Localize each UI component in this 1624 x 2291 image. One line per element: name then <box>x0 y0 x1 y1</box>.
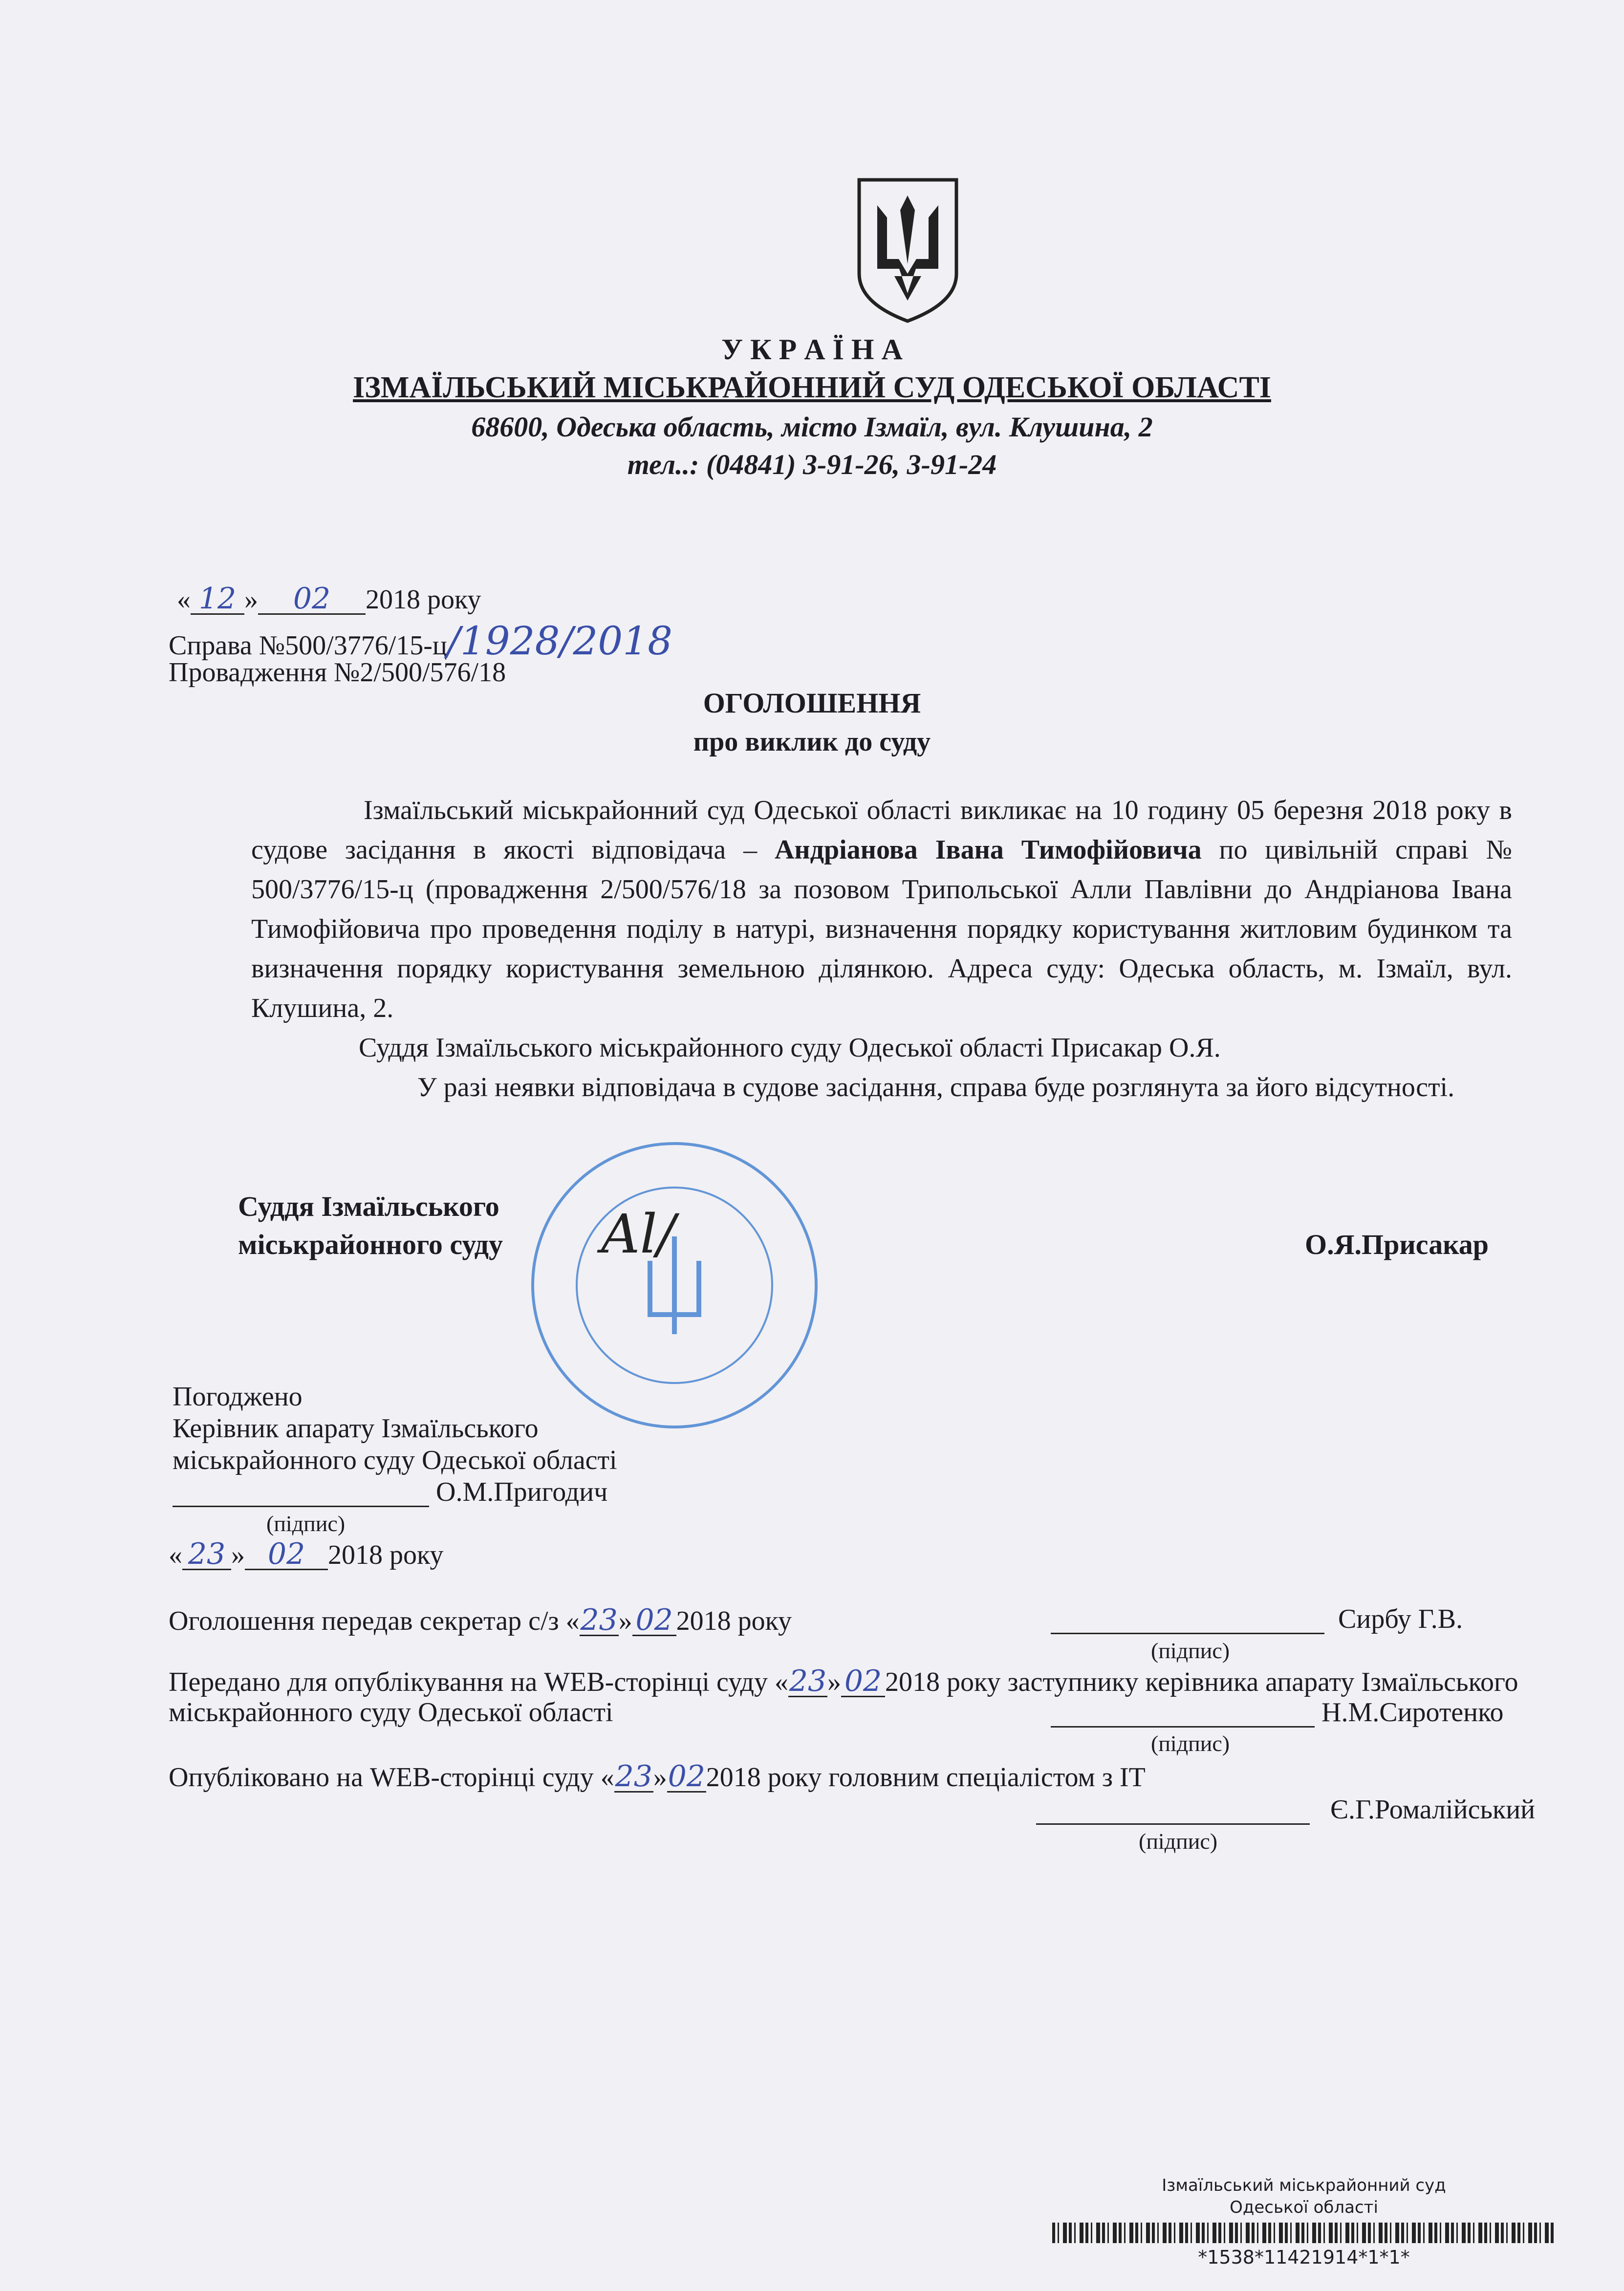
judge-title-1: Суддя Ізмаїльського <box>238 1190 499 1222</box>
transfer-line: Передано для опублікування на WEB-сторінці суду «23» 02 2018 року заступнику керівника апарату Ізмаїльського <box>169 1664 1518 1698</box>
approval-year: 2018 року <box>328 1540 444 1570</box>
published-name: Є.Г.Ромалійський <box>1330 1794 1536 1825</box>
paragraph-judge: Суддя Ізмаїльського міськрайонного суду Одеської області Присакар О.Я. <box>359 1033 1221 1063</box>
transfer-text-cont: 2018 року заступнику керівника апарату Ізмаїльського <box>885 1667 1518 1697</box>
trident-emblem-icon <box>855 176 960 330</box>
page-subtitle: про виклик до суду <box>693 727 931 757</box>
approval-date: « 23 » 02 2018 року <box>169 1537 444 1571</box>
defendant-name: Андріанова Івана Тимофійовича <box>774 835 1202 865</box>
case-number <box>169 618 672 664</box>
judge-name: О.Я.Присакар <box>1305 1229 1489 1260</box>
barcode <box>1052 2223 1556 2243</box>
transfer-month: 02 <box>841 1666 885 1697</box>
approval-signature-caption: (підпис) <box>266 1511 346 1536</box>
approval-label: Погоджено <box>173 1382 303 1412</box>
published-month: 02 <box>668 1759 705 1794</box>
court-seal-stamp <box>528 1139 821 1437</box>
secretary-name: Сирбу Г.В. <box>1338 1604 1463 1634</box>
announcement-body <box>251 791 1512 1107</box>
summons-text: Ізмаїльський міськрайонний суд Одеської області викликає на 10 годину 05 березня 2018 року в судове засідання в якості відповідача – <box>251 795 1512 865</box>
published-text: Опубліковано на WEB-сторінці суду <box>169 1762 594 1793</box>
case-number-handwritten: /1928/2018 <box>447 618 672 664</box>
judge-signature: Al/ <box>601 1203 675 1265</box>
footer-court-line-2: Одеської області <box>1230 2198 1378 2217</box>
approval-name: О.М.Пригодич <box>436 1477 608 1507</box>
approval-day: 23 <box>182 1539 231 1570</box>
judge-title-2: міськрайонного суду <box>238 1229 503 1260</box>
footer-court-line-1: Ізмаїльський міськрайонний суд <box>1162 2176 1446 2195</box>
country-heading: У К Р А Ї Н А <box>721 333 903 366</box>
secretary-signature-caption: (підпис) <box>1151 1638 1230 1663</box>
secretary-year: 2018 року <box>676 1606 792 1636</box>
published-signature <box>1036 1796 1535 1825</box>
transfer-line-2: міськрайонного суду Одеської області <box>169 1697 613 1728</box>
summons-text-cont: по цивільній справі № 500/3776/15-ц (провадження 2/500/576/18 за позовом Трипольської Алли Павлівни до Андріанова Івана Тимофійовича про проведення поділу в натурі, визначення порядку користування житловим будинком та визначення порядку користування земельною ділянкою. Адреса суду: Одеська область, м. Ізмаїл, вул. Клушина, 2. <box>251 835 1512 1023</box>
secretary-signature <box>1051 1605 1463 1634</box>
case-number-text: Справа №500/3776/15-ц <box>169 630 447 661</box>
date-day: 12 <box>191 584 244 615</box>
transfer-name: Н.М.Сиротенко <box>1321 1697 1504 1728</box>
paragraph-absence: У разі неявки відповідача в судове засідання, справа буде розглянута за його відсутності. <box>417 1072 1455 1102</box>
approval-signature-line <box>173 1478 607 1507</box>
transfer-text: Передано для опублікування на WEB-сторінці суду <box>169 1667 768 1697</box>
document-date: « 12 » 02 2018 року <box>177 582 481 616</box>
secretary-line: Оголошення передав секретар с/з «23» 02 2018 року <box>169 1603 792 1637</box>
proceeding-number: Провадження №2/500/576/18 <box>169 657 506 688</box>
approval-month: 02 <box>245 1539 328 1570</box>
paragraph-summons <box>251 791 1512 1028</box>
published-day: 23 <box>615 1759 652 1794</box>
approval-line-1: Керівник апарату Ізмаїльського <box>173 1413 539 1444</box>
transfer-day: 23 <box>789 1664 827 1698</box>
court-name <box>0 372 1624 403</box>
court-phone: тел..: (04841) 3-91-26, 3-91-24 <box>627 449 997 480</box>
published-text-cont: 2018 року головним спеціалістом з ІТ <box>706 1762 1146 1793</box>
published-signature-caption: (підпис) <box>1139 1829 1218 1854</box>
court-address: 68600, Одеська область, місто Ізмаїл, вул. Клушина, 2 <box>471 411 1153 443</box>
barcode-number: *1538*11421914*1*1* <box>1198 2247 1410 2268</box>
transfer-signature <box>1051 1699 1503 1728</box>
published-line: Опубліковано на WEB-сторінці суду «23»022018 року головним спеціалістом з ІТ <box>169 1759 1146 1794</box>
court-name-text: ІЗМАЇЛЬСЬКИЙ МІСЬКРАЙОННИЙ СУД ОДЕСЬКОЇ ОБЛАСТІ <box>353 371 1271 404</box>
secretary-month: 02 <box>632 1605 676 1636</box>
date-month: 02 <box>258 584 366 615</box>
approval-line-2: міськрайонного суду Одеської області <box>173 1445 617 1475</box>
secretary-day: 23 <box>580 1603 618 1637</box>
page-title: ОГОЛОШЕННЯ <box>703 687 921 719</box>
date-year: 2018 року <box>366 584 481 615</box>
secretary-text: Оголошення передав секретар с/з <box>169 1606 559 1636</box>
transfer-signature-caption: (підпис) <box>1151 1731 1230 1756</box>
